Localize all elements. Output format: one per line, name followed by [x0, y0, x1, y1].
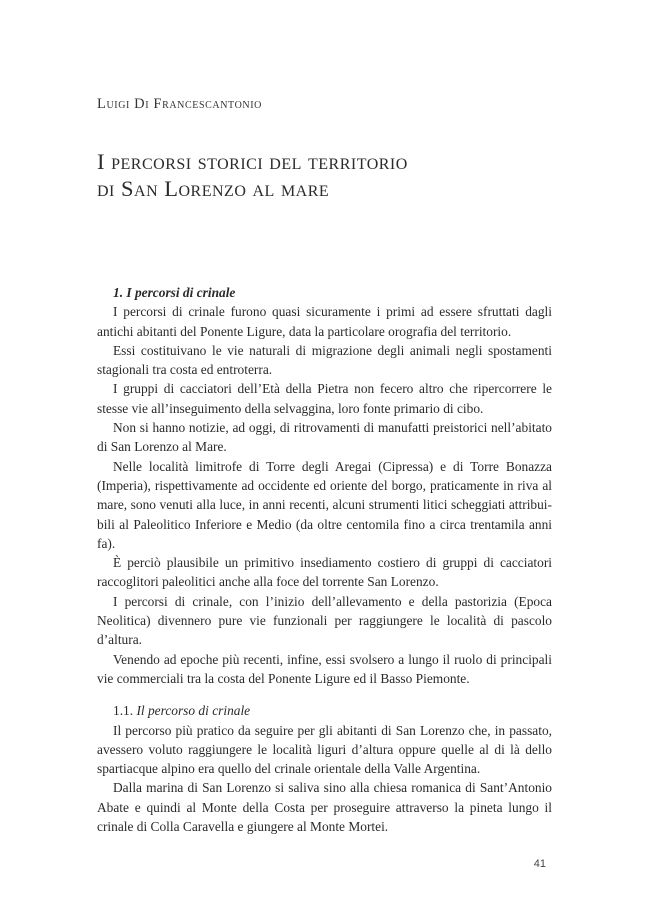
chapter-title-line-2: di San Lorenzo al mare [97, 176, 330, 201]
paragraph: I percorsi di crinale, con l’inizio dell’allevamento e della pastorizia (Epoca Neolitica) divennero pure vie funzionali per raggiungere le località di pascolo d’altura. [97, 593, 552, 648]
subsection-heading [97, 701, 552, 720]
paragraph: Nelle località limitrofe di Torre degli Aregai (Cipressa) e di Torre Bonazza (Imperia), rispettivamente ad occidente ed oriente del borgo, praticamente in riva al mare, sono venuti alla luce, in anni recenti, alcuni strumenti litici scheggiati attribuibili al Paleolitico Inferiore e Medio (da oltre centomila fino a circa trentamila anni fa). [97, 458, 552, 551]
paragraph: I gruppi di cacciatori dell’Età della Pietra non fecero altro che ripercorrere le stesse vie all’inseguimento della selvaggina, loro fonte primario di cibo. [97, 381, 552, 416]
page-number: 41 [533, 858, 546, 870]
paragraph: I percorsi di crinale furono quasi sicuramente i primi ad essere sfruttati dagli antichi abitanti del Ponente Ligure, data la particolare orografia del territorio. [97, 304, 552, 339]
subsection-title: Il percorso di crinale [136, 703, 251, 719]
subsection-number: 1.1. [113, 703, 134, 719]
chapter-title-line-1: I percorsi storici del territorio [97, 149, 408, 174]
paragraph: Venendo ad epoche più recenti, infine, essi svolsero a lungo il ruolo di principali vie commerciali tra la costa del Ponente Ligure ed il Basso Piemonte. [97, 651, 552, 686]
body-text [97, 283, 552, 836]
section-heading: 1. I percorsi di crinale [113, 285, 236, 300]
author-name: Luigi Di Francescantonio [97, 96, 262, 112]
paragraph: Il percorso più pratico da seguire per gli abitanti di San Lorenzo che, in passato, avessero voluto raggiungere le località liguri d’altura oppure quelle al di là dello spartiacque alpino era quello del crinale orientale della Valle Argentina. [97, 722, 552, 777]
paragraph: Essi costituivano le vie naturali di migrazione degli animali negli spostamenti stagionali tra costa ed entroterra. [97, 342, 552, 378]
paragraph: È perciò plausibile un primitivo insediamento costiero di gruppi di cacciatori raccoglitori paleolitici anche alla foce del torrente San Lorenzo. [97, 555, 552, 590]
paragraph: Non si hanno notizie, ad oggi, di ritrovamenti di manufatti preistorici nell’abitato di San Lorenzo al Mare. [97, 420, 552, 455]
chapter-title [97, 148, 408, 202]
paragraph: Dalla marina di San Lorenzo si saliva sino alla chiesa romanica di Sant’Antonio Abate e quindi al Monte della Costa per proseguire attraverso la pineta lungo il crinale di Colla Caravella e giungere al Monte Mortei. [97, 780, 552, 835]
